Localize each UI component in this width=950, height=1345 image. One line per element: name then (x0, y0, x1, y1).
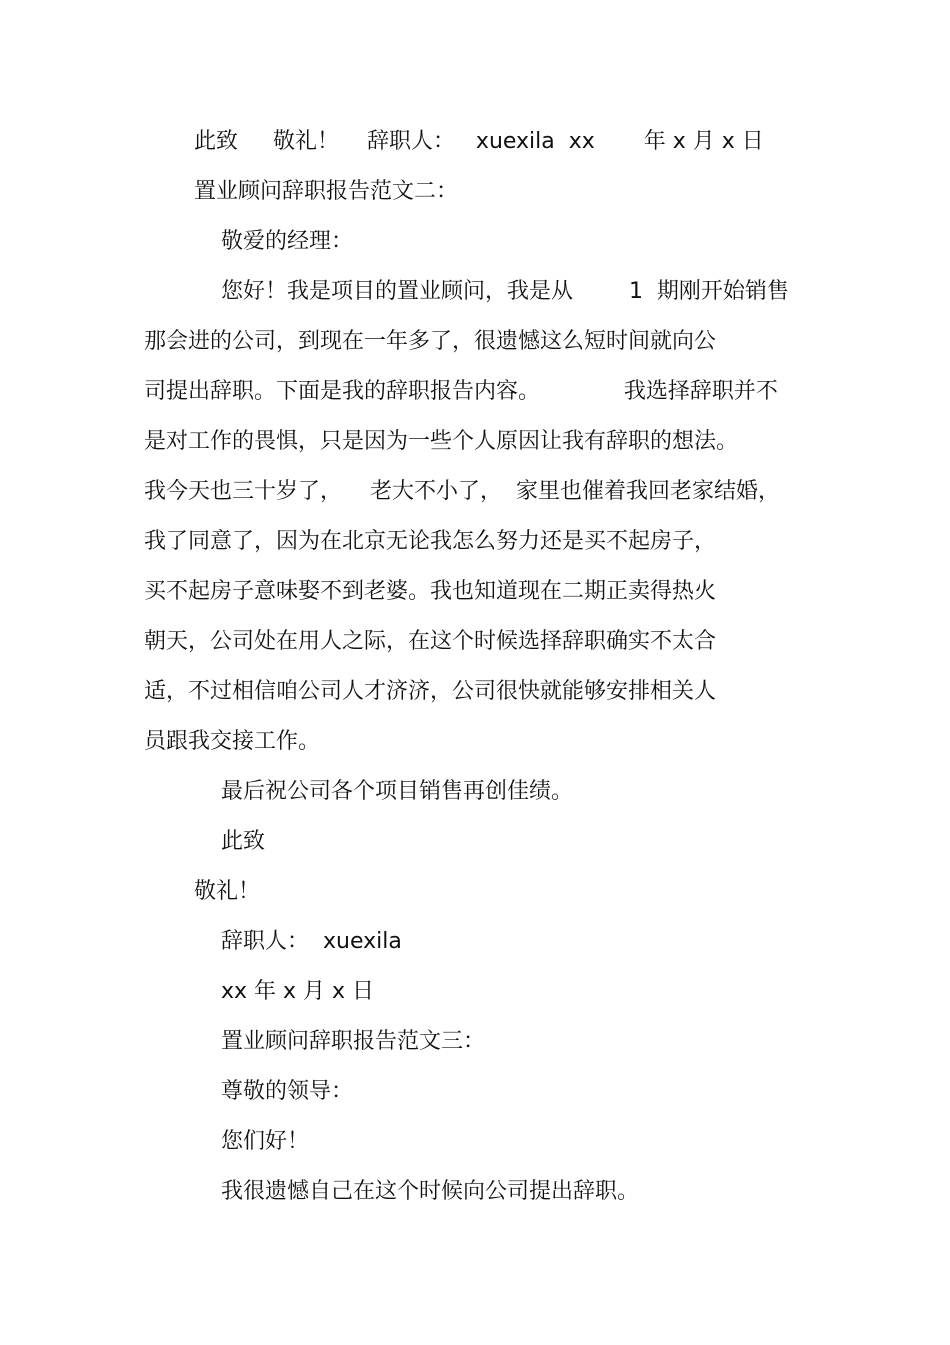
text-line: 适，不过相信咱公司人才济济，公司很快就能够安排相关人 (144, 679, 717, 704)
text-line: 此致 敬礼！ 辞职人： xuexila xx 年 x 月 x 日 (194, 129, 764, 154)
text-line: 员跟我交接工作。 (144, 729, 321, 754)
text-line: 朝天，公司处在用人之际，在这个时候选择辞职确实不太合 (144, 629, 717, 654)
text-line: 司提出辞职。下面是我的辞职报告内容。 我选择辞职并不 (144, 379, 778, 404)
closing-line: 敬礼！ (194, 879, 261, 904)
text-line: 是对工作的畏惧，只是因为一些个人原因让我有辞职的想法。 (144, 429, 739, 454)
text-line: 买不起房子意味娶不到老婆。我也知道现在二期正卖得热火 (144, 579, 717, 604)
closing-line: 此致 (221, 829, 266, 854)
greeting: 您们好！ (221, 1129, 310, 1154)
text-line: 我很遗憾自己在这个时候向公司提出辞职。 (221, 1179, 640, 1204)
section-heading: 置业顾问辞职报告范文三： (221, 1029, 486, 1054)
text-line: 您好！我是项目的置业顾问，我是从 1 期刚开始销售 (221, 279, 789, 304)
salutation: 敬爱的经理： (221, 229, 354, 254)
salutation: 尊敬的领导： (221, 1079, 354, 1104)
text-line: 最后祝公司各个项目销售再创佳绩。 (221, 779, 574, 804)
text-line: 我今天也三十岁了， 老大不小了， 家里也催着我回老家结婚， (144, 479, 780, 504)
text-line: 那会进的公司，到现在一年多了，很遗憾这么短时间就向公 (144, 329, 717, 354)
section-heading: 置业顾问辞职报告范文二： (194, 179, 459, 204)
signature-line: 辞职人： xuexila (221, 929, 402, 954)
date-line: xx 年 x 月 x 日 (221, 979, 375, 1004)
text-line: 我了同意了，因为在北京无论我怎么努力还是买不起房子， (144, 529, 717, 554)
